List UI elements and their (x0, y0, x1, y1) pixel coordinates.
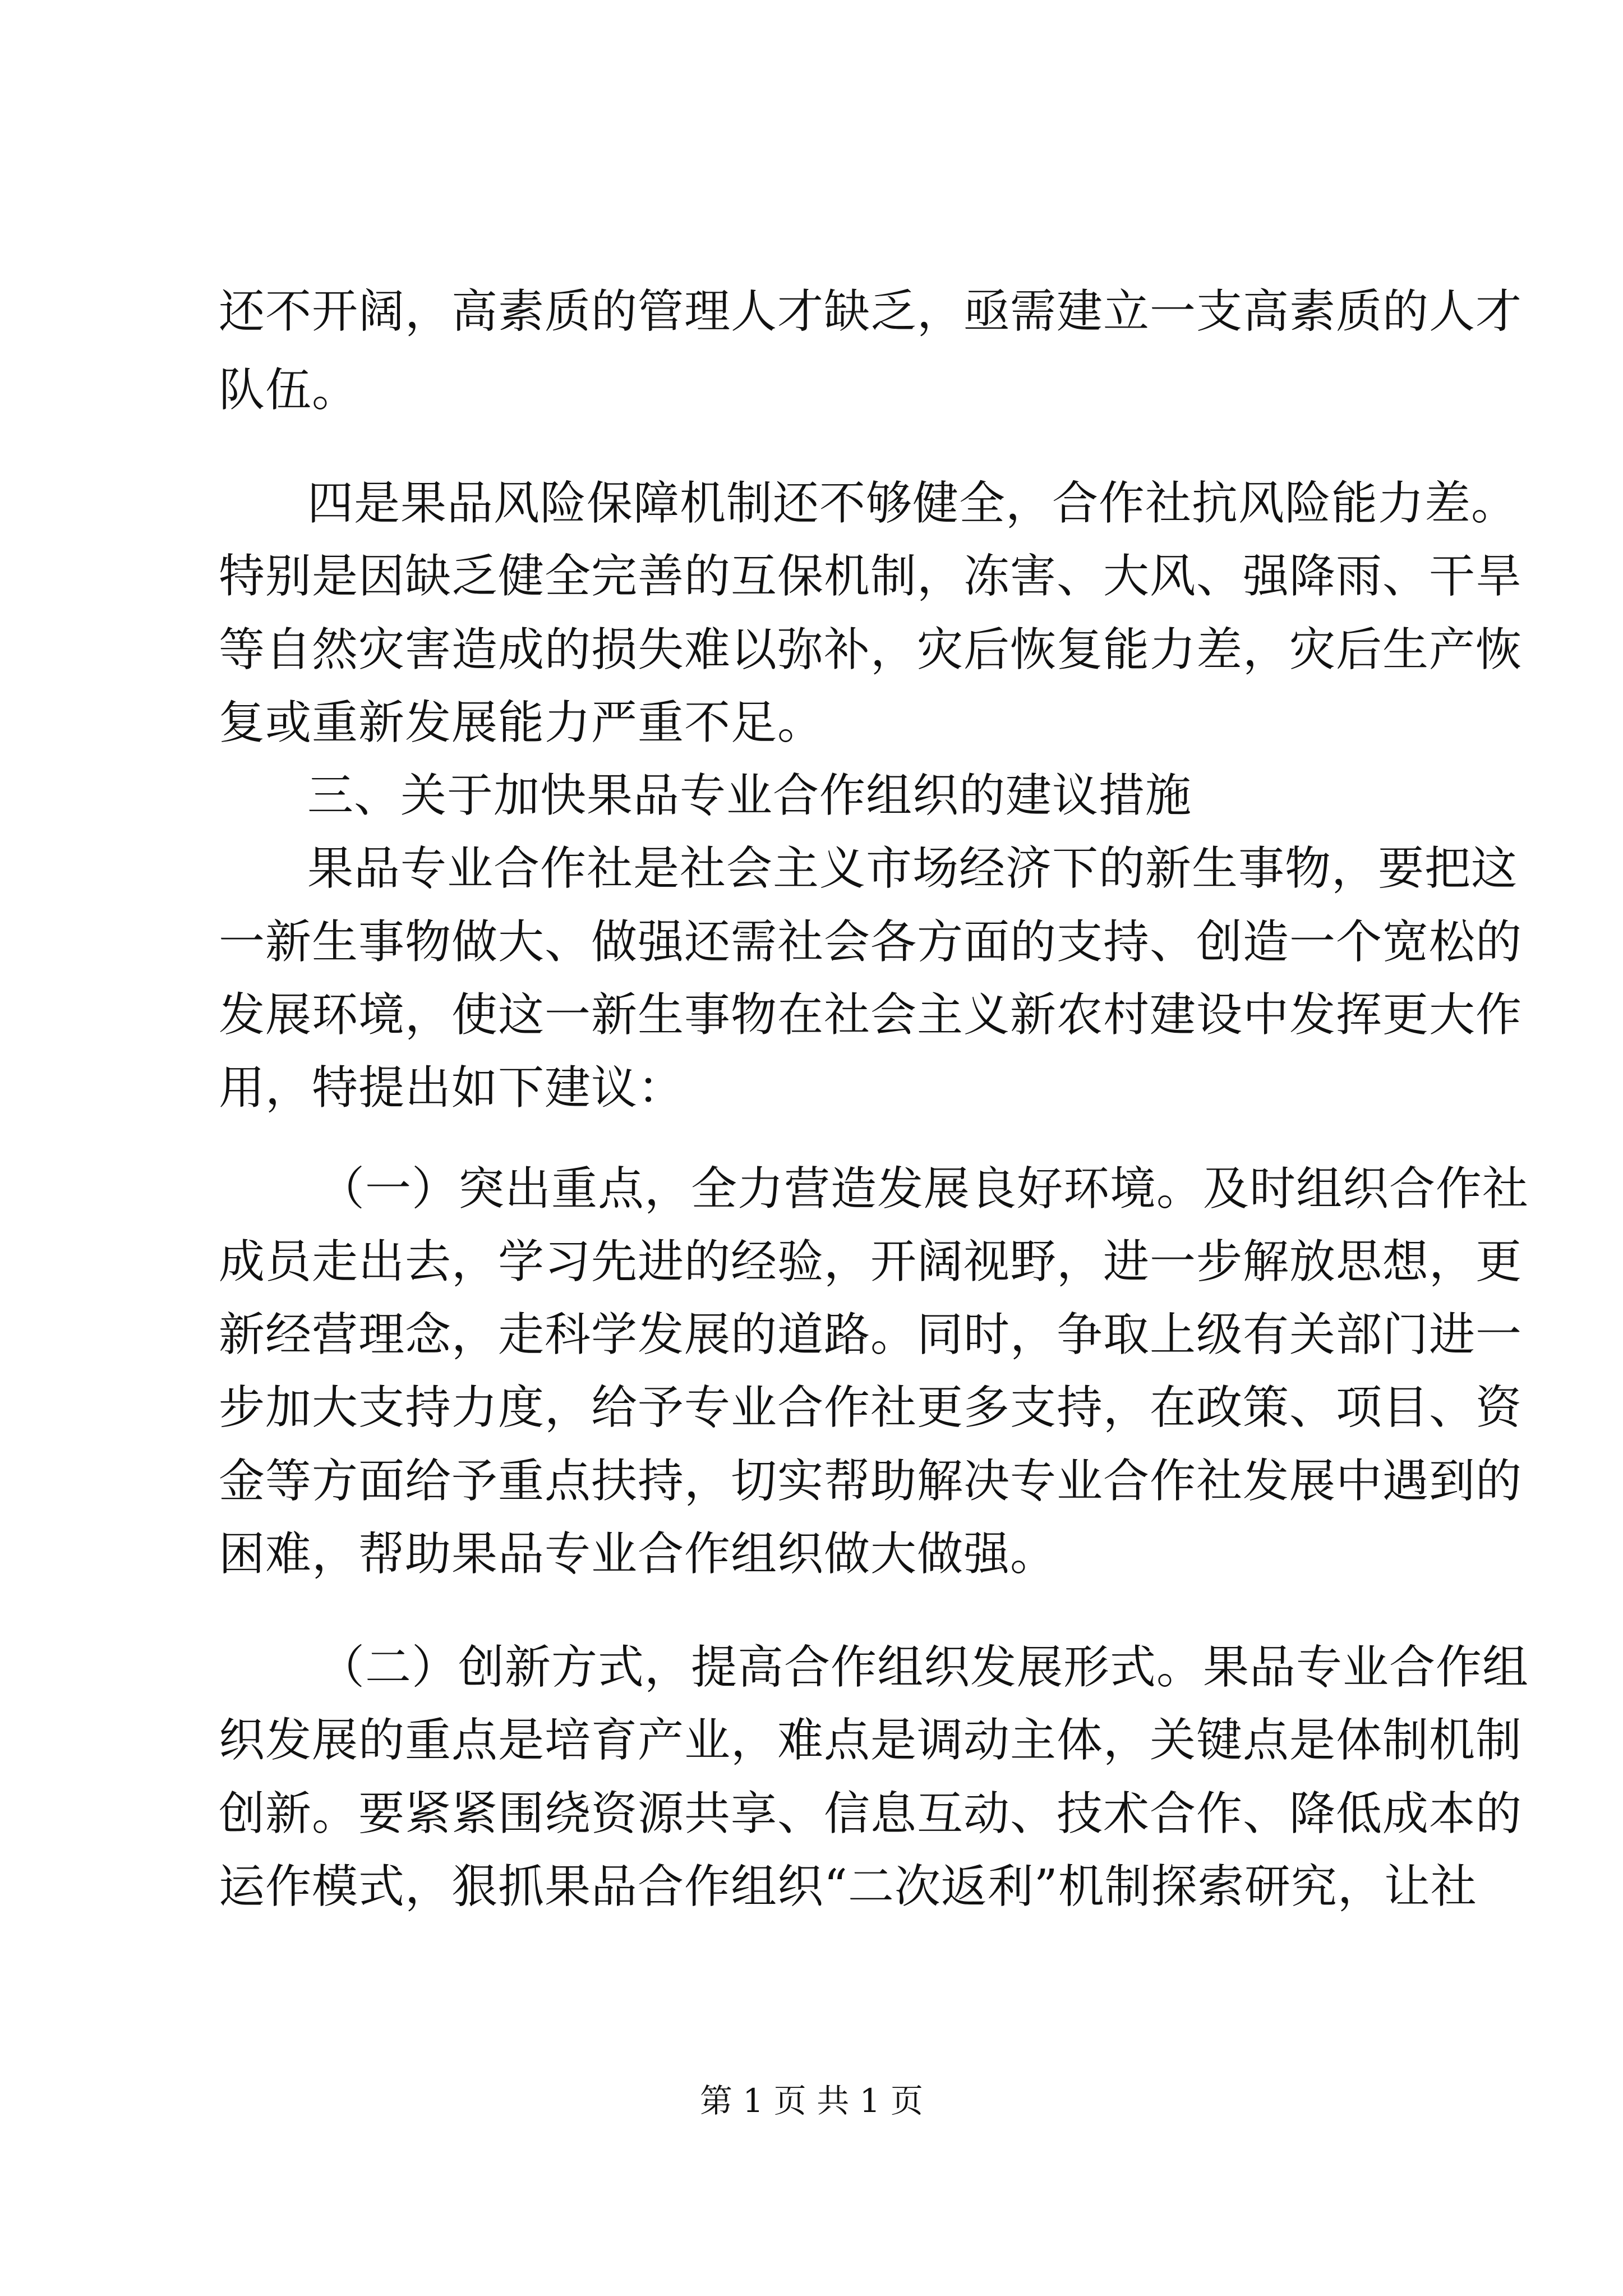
text-line-18: （二）创新方式，提高合作组织发展形式。果品专业合作组 (319, 1641, 1529, 1694)
text-line-19: 织发展的重点是培育产业，难点是调动主体，关键点是体制机制 (219, 1714, 1523, 1767)
text-line-14: 新经营理念，走科学发展的道路。同时，争取上级有关部门进一 (219, 1308, 1523, 1361)
text-line-8: 果品专业合作社是社会主义市场经济下的新生事物，要把这 (307, 842, 1518, 895)
text-line-20: 创新。要紧紧围绕资源共享、信息互动、技术合作、降低成本的 (219, 1787, 1523, 1841)
text-line-21: 运作模式，狠抓果品合作组织“二次返利”机制探索研究，让社 (219, 1860, 1477, 1913)
text-line-4: 特别是因缺乏健全完善的互保机制，冻害、大风、强降雨、干旱 (219, 550, 1523, 603)
text-line-16: 金等方面给予重点扶持，切实帮助解决专业合作社发展中遇到的 (219, 1455, 1523, 1508)
section-heading: 三、关于加快果品专业合作组织的建议措施 (307, 769, 1192, 822)
text-line-9: 一新生事物做大、做强还需社会各方面的支持、创造一个宽松的 (219, 915, 1523, 969)
text-line-2: 队伍。 (219, 364, 359, 417)
text-line-12: （一）突出重点，全力营造发展良好环境。及时组织合作社 (319, 1162, 1529, 1216)
text-line-6: 复或重新发展能力严重不足。 (219, 696, 824, 749)
text-line-5: 等自然灾害造成的损失难以弥补，灾后恢复能力差，灾后生产恢 (219, 623, 1523, 677)
text-line-1: 还不开阔，高素质的管理人才缺乏，亟需建立一支高素质的人才 (219, 285, 1523, 338)
page-footer: 第 1 页 共 1 页 (700, 2082, 923, 2120)
text-line-10: 发展环境，使这一新生事物在社会主义新农村建设中发挥更大作 (219, 988, 1523, 1042)
text-line-13: 成员走出去，学习先进的经验，开阔视野，进一步解放思想，更 (219, 1235, 1523, 1289)
text-line-3: 四是果品风险保障机制还不够健全，合作社抗风险能力差。 (307, 477, 1518, 530)
text-line-17: 困难，帮助果品专业合作组织做大做强。 (219, 1527, 1057, 1581)
text-line-11: 用，特提出如下建议： (219, 1061, 685, 1115)
text-line-15: 步加大支持力度，给予专业合作社更多支持，在政策、项目、资 (219, 1381, 1523, 1434)
